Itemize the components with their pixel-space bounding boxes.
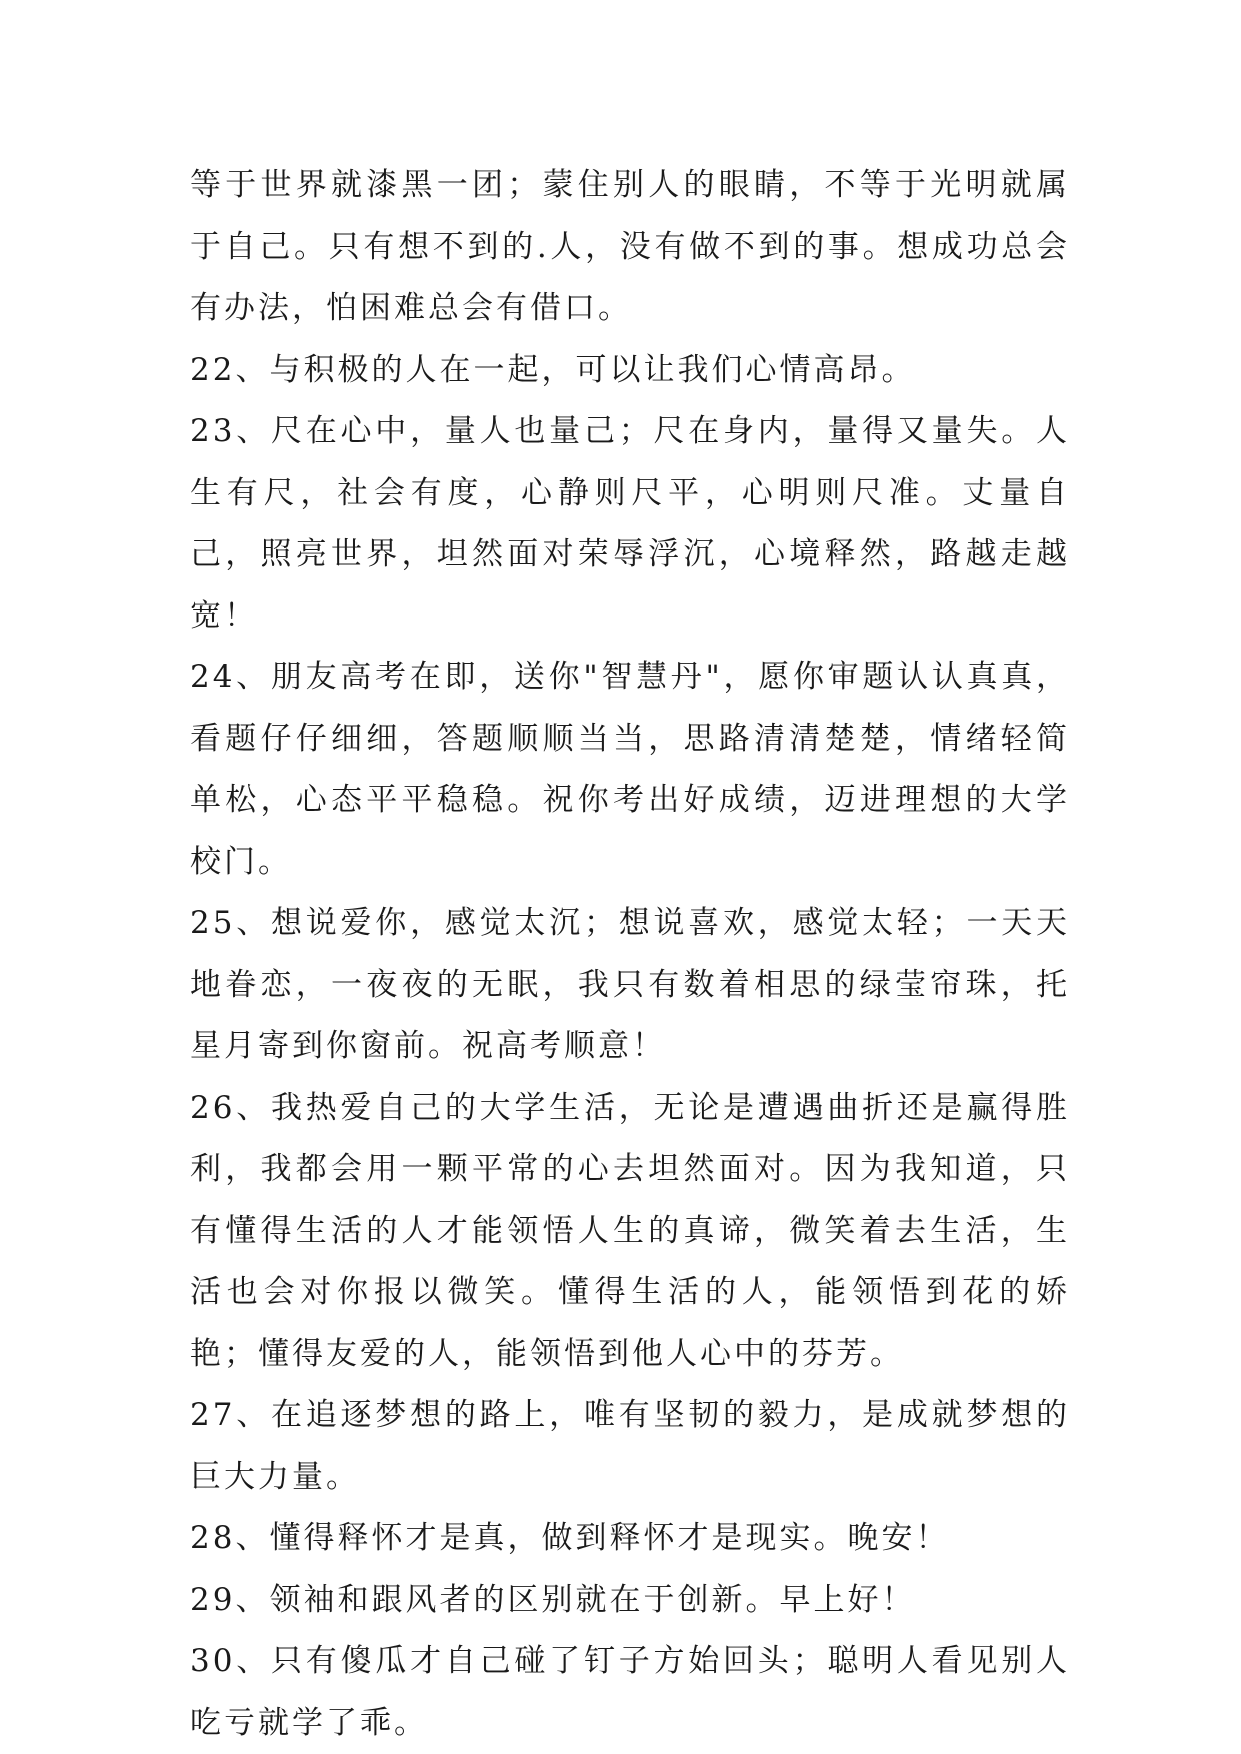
quote-24: 24、朋友高考在即，送你"智慧丹"，愿你审题认认真真，看题仔仔细细，答题顺顺当当，思路清清楚楚，情绪轻简单松，心态平平稳稳。祝你考出好成绩，迈进理想的大学校门。 [190,659,1070,880]
quote-30: 30、只有傻瓜才自己碰了钉子方始回头；聪明人看见别人吃亏就学了乖。 [190,1643,1070,1741]
quote-28: 28、懂得释怀才是真，做到释怀才是现实。晚安！ [190,1520,950,1556]
quote-22: 22、与积极的人在一起，可以让我们心情高昂。 [190,351,916,388]
quote-26: 26、我热爱自己的大学生活，无论是遭遇曲折还是赢得胜利，我都会用一颗平常的心去坦然面对。因为我知道，只有懂得生活的人才能领悟人生的真谛，微笑着去生活，生活也会对你报以微笑。懂得生活的人，能领悟到花的娇艳；懂得友爱的人，能领悟到他人心中的芬芳。 [190,1089,1070,1372]
paragraph-continued: 等于世界就漆黑一团；蒙住别人的眼睛，不等于光明就属于自己。只有想不到的.人，没有做不到的事。想成功总会有办法，怕困难总会有借口。 [190,167,1070,326]
quote-23: 23、尺在心中，量人也量己；尺在身内，量得又量失。人生有尺，社会有度，心静则尺平，心明则尺准。丈量自己，照亮世界，坦然面对荣辱浮沉，心境释然，路越走越宽！ [190,413,1070,634]
document-body [190,155,1070,1754]
quote-27: 27、在追逐梦想的路上，唯有坚韧的毅力，是成就梦想的巨大力量。 [190,1397,1070,1495]
quote-29: 29、领袖和跟风者的区别就在于创新。早上好！ [190,1581,916,1618]
quote-25: 25、想说爱你，感觉太沉；想说喜欢，感觉太轻；一天天地眷恋，一夜夜的无眠，我只有数着相思的绿莹帘珠，托星月寄到你窗前。祝高考顺意！ [190,905,1070,1064]
